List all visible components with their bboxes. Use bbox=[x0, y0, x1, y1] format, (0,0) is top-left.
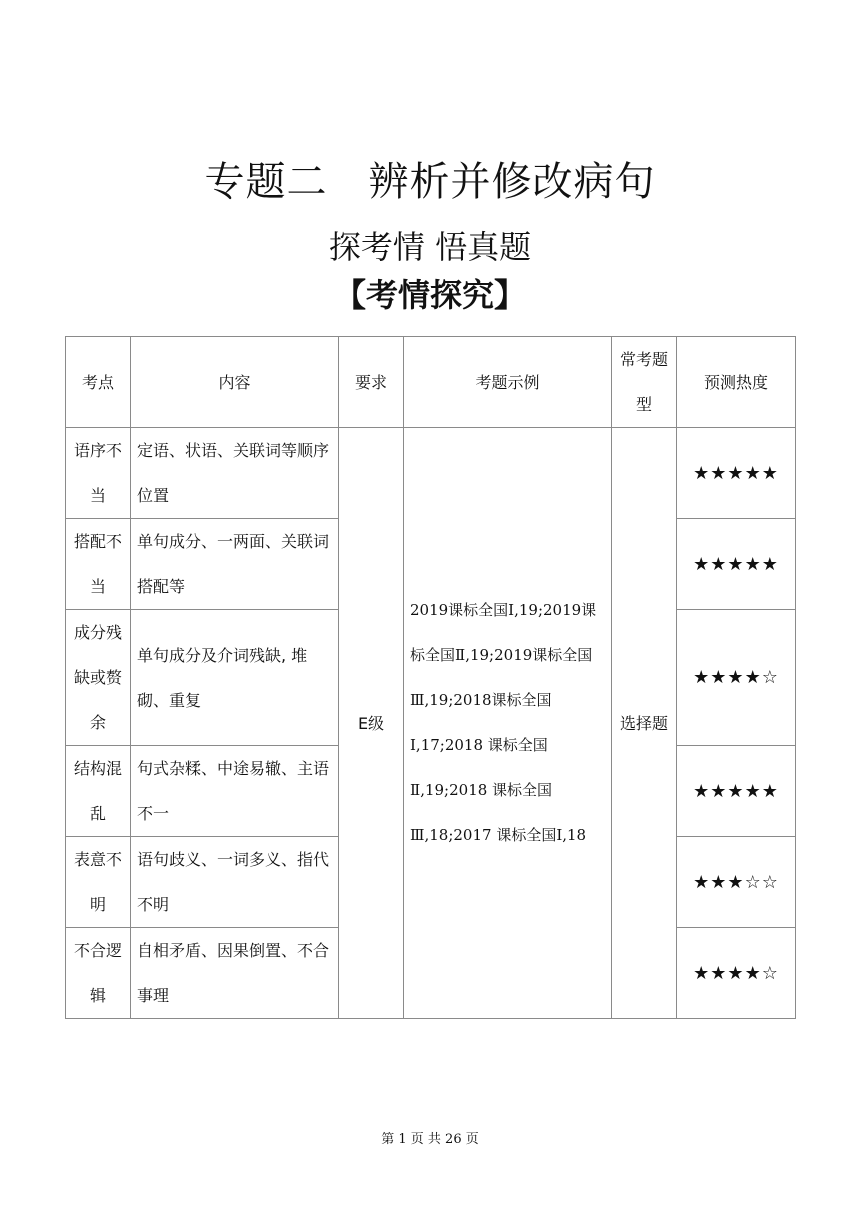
header-question-type: 常考题型 bbox=[612, 337, 677, 428]
table-row bbox=[66, 428, 796, 519]
page-subtitle: 探考情 悟真题 bbox=[328, 228, 532, 266]
row-point: 不合逻辑 bbox=[66, 928, 131, 1019]
row-content: 句式杂糅、中途易辙、主语不一 bbox=[131, 746, 339, 837]
header-point: 考点 bbox=[66, 337, 131, 428]
page-title: 专题二 辨析并修改病句 bbox=[204, 159, 656, 205]
row-point: 搭配不当 bbox=[66, 519, 131, 610]
row-heat: ★★★☆☆ bbox=[677, 837, 796, 928]
examples-text: 2019课标全国Ⅰ,19;2019课标全国Ⅱ,19;2019课标全国Ⅲ,19;2018课标全国Ⅰ,17;2018 课标全国Ⅱ,19;2018 课标全国Ⅲ,18;2017 课标全国Ⅰ,18 bbox=[410, 601, 597, 844]
header-content: 内容 bbox=[131, 337, 339, 428]
row-content: 语句歧义、一词多义、指代不明 bbox=[131, 837, 339, 928]
question-type-cell: 选择题 bbox=[612, 428, 677, 1019]
header-requirement: 要求 bbox=[339, 337, 404, 428]
row-point: 结构混乱 bbox=[66, 746, 131, 837]
exam-analysis-table bbox=[65, 336, 796, 1019]
row-heat: ★★★★☆ bbox=[677, 928, 796, 1019]
page-footer: 第 1 页 共 26 页 bbox=[381, 1132, 479, 1147]
examples-cell bbox=[404, 428, 612, 1019]
table-header-row bbox=[66, 337, 796, 428]
row-heat: ★★★★☆ bbox=[677, 610, 796, 746]
row-content: 单句成分、一两面、关联词搭配等 bbox=[131, 519, 339, 610]
requirement-cell: E级 bbox=[339, 428, 404, 1019]
row-point: 表意不明 bbox=[66, 837, 131, 928]
row-heat: ★★★★★ bbox=[677, 746, 796, 837]
row-content: 自相矛盾、因果倒置、不合事理 bbox=[131, 928, 339, 1019]
row-heat: ★★★★★ bbox=[677, 519, 796, 610]
row-point: 语序不当 bbox=[66, 428, 131, 519]
header-examples: 考题示例 bbox=[404, 337, 612, 428]
header-heat: 预测热度 bbox=[677, 337, 796, 428]
row-point: 成分残缺或赘余 bbox=[66, 610, 131, 746]
section-heading: 【考情探究】 bbox=[333, 276, 526, 314]
row-content: 定语、状语、关联词等顺序位置 bbox=[131, 428, 339, 519]
row-content: 单句成分及介词残缺, 堆砌、重复 bbox=[131, 610, 339, 746]
row-heat: ★★★★★ bbox=[677, 428, 796, 519]
